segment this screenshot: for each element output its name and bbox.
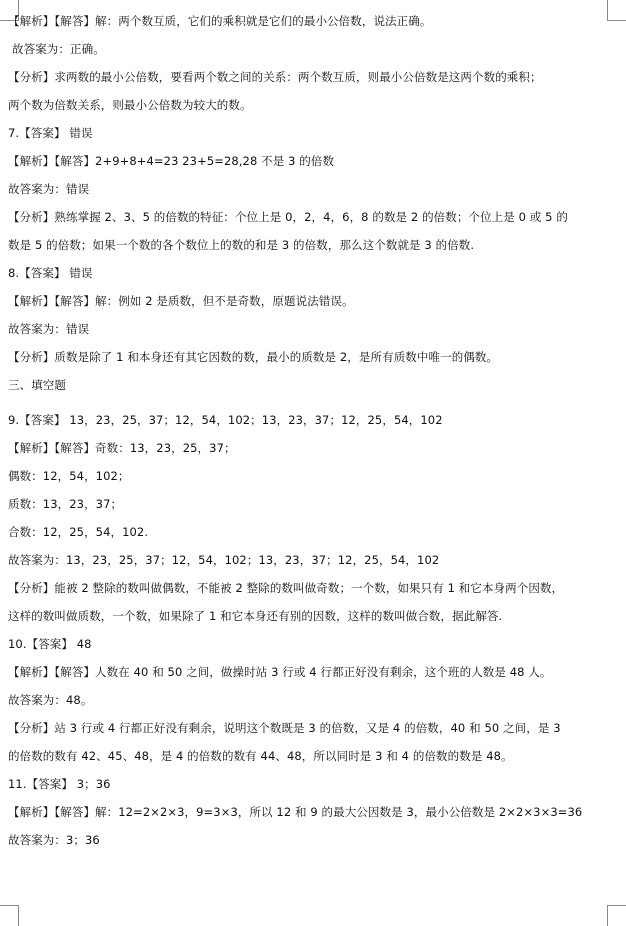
analysis-line: 【分析】能被 2 整除的数叫做偶数，不能被 2 整除的数叫做奇数；一个数，如果只有 1 和它本身两个因数，	[8, 581, 564, 595]
answer-summary: 故答案为：错误	[8, 322, 90, 336]
analysis-line: 【分析】质数是除了 1 和本身还有其它因数的数，最小的质数是 2，是所有质数中唯一的偶数。	[8, 350, 499, 364]
analysis-line: 【解析】【解答】解：两个数互质，它们的乘积就是它们的最小公倍数，说法正确。	[8, 14, 432, 28]
answer-summary: 故答案为：错误	[8, 182, 90, 196]
question-7-answer: 7.【答案】 错误	[8, 126, 93, 140]
question-9-answer: 9.【答案】 13，23，25，37；12，54，102；13，23，37；12，25，54，102	[8, 413, 443, 427]
analysis-line: 【解析】【解答】奇数：13，23，25，37；	[8, 441, 236, 455]
answer-summary: 故答案为：48。	[8, 693, 93, 707]
analysis-line: 偶数：12，54，102；	[8, 469, 130, 483]
question-8-answer: 8.【答案】 错误	[8, 266, 93, 280]
answer-summary: 故答案为：正确。	[12, 42, 105, 56]
answer-summary: 故答案为：3；36	[8, 833, 100, 847]
answer-summary: 故答案为：13，23，25，37；12，54，102；13，23，37；12，25，54，102	[8, 553, 440, 567]
analysis-line: 【分析】站 3 行或 4 行都正好没有剩余，说明这个数既是 3 的倍数，又是 4 的倍数，40 和 50 之间，是 3	[8, 721, 561, 735]
analysis-line: 【解析】【解答】人数在 40 和 50 之间，做操时站 3 行或 4 行都正好没有剩余，这个班的人数是 48 人。	[8, 665, 552, 679]
crop-mark-bottom-right	[607, 905, 626, 926]
crop-mark-bottom-left	[0, 905, 19, 926]
analysis-line: 【解析】【解答】解：例如 2 是质数，但不是奇数，原题说法错误。	[8, 294, 354, 308]
analysis-line: 数是 5 的倍数；如果一个数的各个数位上的数的和是 3 的倍数，那么这个数就是 3 的倍数.	[8, 238, 475, 252]
analysis-line: 的倍数的数有 42、45、48，是 4 的倍数的数有 44、48，所以同时是 3 和 4 的倍数的数是 48。	[8, 749, 513, 763]
document-body	[8, 14, 614, 847]
question-11-answer: 11.【答案】 3；36	[8, 777, 111, 791]
analysis-line: 这样的数叫做质数，一个数，如果除了 1 和它本身还有别的因数，这样的数叫做合数，据此解答.	[8, 609, 503, 623]
analysis-line: 【分析】求两数的最小公倍数，要看两个数之间的关系：两个数互质，则最小公倍数是这两个数的乘积；	[8, 70, 542, 84]
analysis-line: 合数：12，25，54，102.	[8, 525, 149, 539]
analysis-line: 质数：13，23，37；	[8, 497, 123, 511]
question-10-answer: 10.【答案】 48	[8, 637, 92, 651]
analysis-line: 【解析】【解答】解：12=2×2×3，9=3×3，所以 12 和 9 的最大公因数是 3，最小公倍数是 2×2×3×3=36	[8, 805, 583, 819]
analysis-line: 【解析】【解答】2+9+8+4=23 23+5=28,28 不是 3 的倍数	[8, 154, 335, 168]
analysis-line: 【分析】熟练掌握 2、3、5 的倍数的特征：个位上是 0，2，4，6，8 的数是 2 的倍数；个位上是 0 或 5 的	[8, 210, 568, 224]
section-heading: 三、填空题	[8, 378, 66, 392]
analysis-line: 两个数为倍数关系，则最小公倍数为较大的数。	[8, 98, 252, 112]
